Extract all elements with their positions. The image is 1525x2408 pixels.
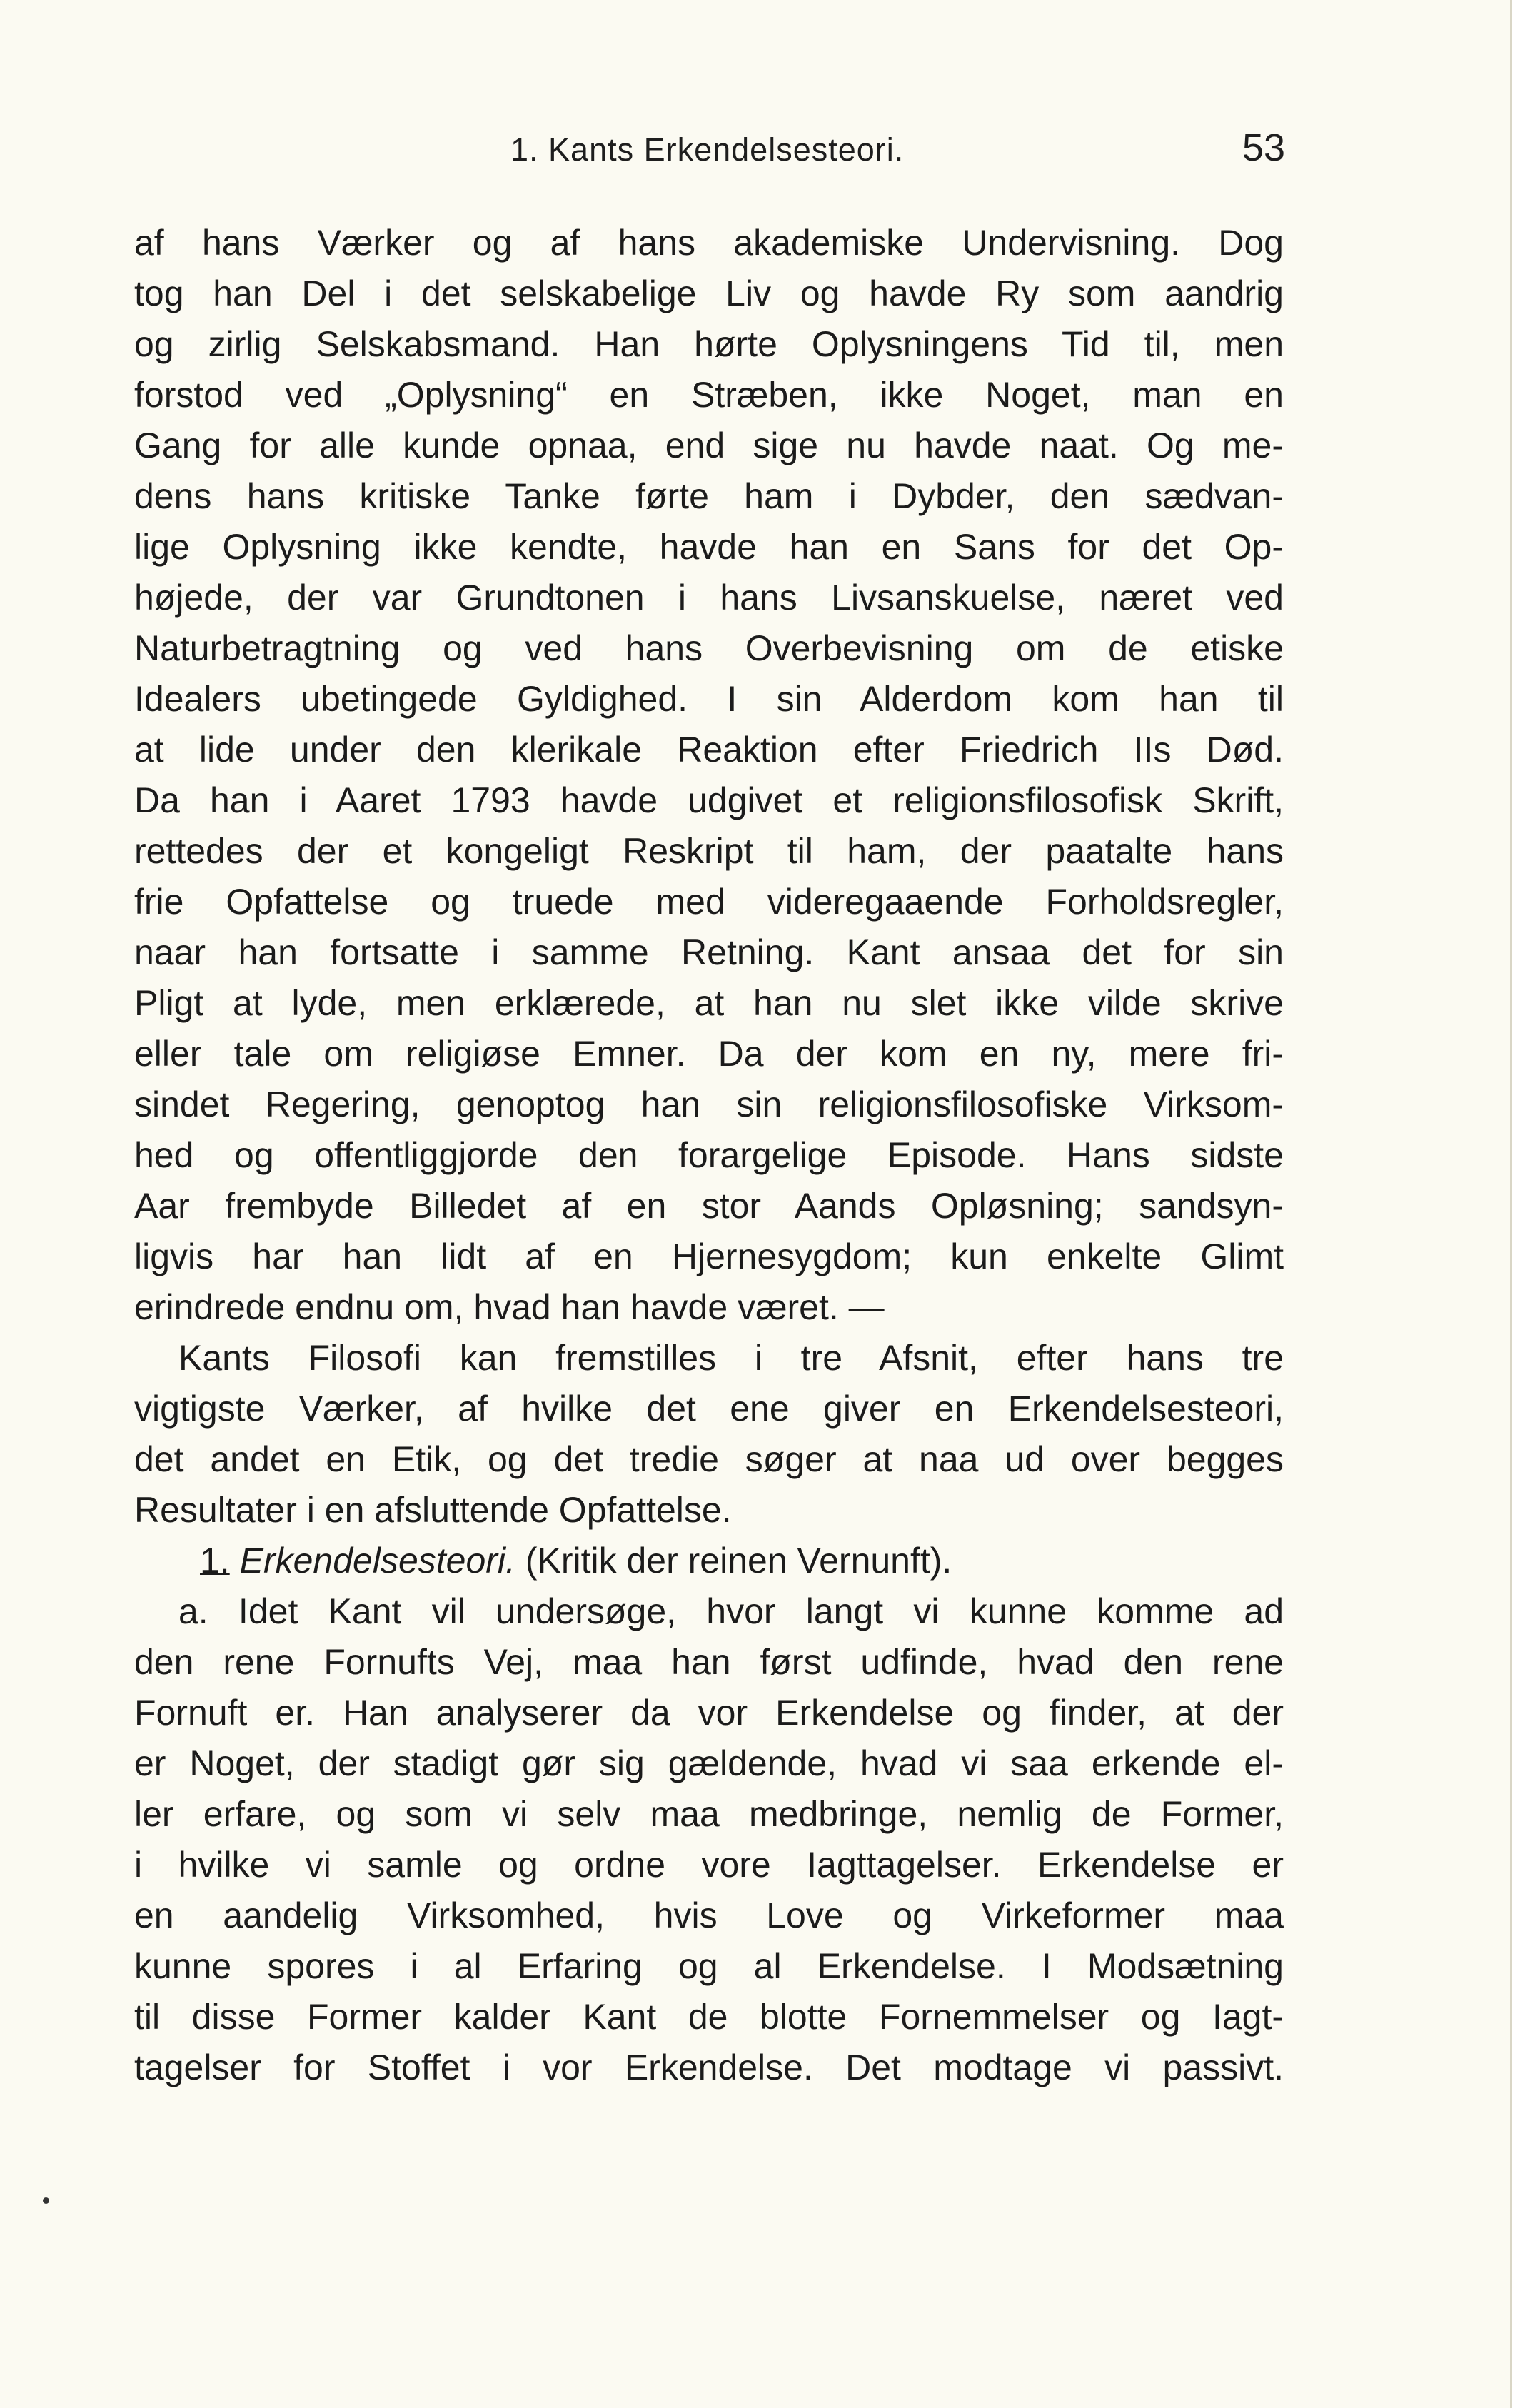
text-line: hed og offentliggjorde den forargelige Episode. Hans sidste (134, 1135, 1284, 1175)
text-line: af hans Værker og af hans akademiske Undervisning. Dog (134, 223, 1284, 263)
text-line: højede, der var Grundtonen i hans Livsanskuelse, næret ved (134, 578, 1284, 618)
text-line: Aar frembyde Billedet af en stor Aands Opløsning; sandsyn- (134, 1186, 1284, 1226)
text-line: Pligt at lyde, men erklærede, at han nu slet ikke vilde skrive (134, 983, 1284, 1023)
text-line: i hvilke vi samle og ordne vore Iagttagelser. Erkendelse er (134, 1845, 1284, 1885)
page-number: 53 (1242, 126, 1285, 169)
section-number: 1. (200, 1541, 230, 1581)
text-line: Idealers ubetingede Gyldighed. I sin Alderdom kom han til (134, 679, 1284, 719)
text-line: til disse Former kalder Kant de blotte Fornemmelser og Iagt- (134, 1997, 1284, 2037)
text-line: det andet en Etik, og det tredie søger at naa ud over begges (134, 1439, 1284, 1479)
text-line: Fornuft er. Han analyserer da vor Erkendelse og finder, at der (134, 1693, 1284, 1733)
text-line: tagelser for Stoffet i vor Erkendelse. Det modtage vi passivt. (134, 2047, 1284, 2087)
text-line: ler erfare, og som vi selv maa medbringe, nemlig de Former, (134, 1794, 1284, 1834)
text-line: Gang for alle kunde opnaa, end sige nu havde naat. Og me- (134, 425, 1284, 465)
text-line: rettedes der et kongeligt Reskript til ham, der paatalte hans (134, 831, 1284, 871)
text-line: er Noget, der stadigt gør sig gældende, hvad vi saa erkende el- (134, 1743, 1284, 1783)
text-line: a. Idet Kant vil undersøge, hvor langt vi kunne komme ad (178, 1591, 1284, 1631)
text-line: ligvis har han lidt af en Hjernesygdom; kun enkelte Glimt (134, 1236, 1284, 1276)
text-line: Da han i Aaret 1793 havde udgivet et religionsfilosofisk Skrift, (134, 780, 1284, 820)
section-title: Erkendelsesteori. (239, 1541, 515, 1581)
text-line: tog han Del i det selskabelige Liv og havde Ry som aandrig (134, 273, 1284, 313)
text-line: eller tale om religiøse Emner. Da der kom en ny, mere fri- (134, 1034, 1284, 1074)
running-head (129, 121, 1285, 186)
text-line: sindet Regering, genoptog han sin religionsfilosofiske Virksom- (134, 1084, 1284, 1124)
text-line: en aandelig Virksomhed, hvis Love og Virkeformer maa (134, 1895, 1284, 1935)
text-line: lige Oplysning ikke kendte, havde han en Sans for det Op- (134, 527, 1284, 567)
text-line: kunne spores i al Erfaring og al Erkendelse. I Modsætning (134, 1946, 1284, 1986)
body-text (134, 218, 1284, 2093)
section-heading (134, 1536, 1284, 1586)
text-line: Kants Filosofi kan fremstilles i tre Afsnit, efter hans tre (178, 1338, 1284, 1378)
text-line: vigtigste Værker, af hvilke det ene giver en Erkendelsesteori, (134, 1389, 1284, 1429)
text-line: naar han fortsatte i samme Retning. Kant ansaa det for sin (134, 932, 1284, 972)
text-line: frie Opfattelse og truede med videregaaende Forholdsregler, (134, 882, 1284, 922)
text-line: forstod ved „Oplysning“ en Stræben, ikke Noget, man en (134, 375, 1284, 415)
margin-speck (43, 2197, 49, 2204)
text-line: erindrede endnu om, hvad han havde været. — (134, 1287, 885, 1327)
text-line: Resultater i en afsluttende Opfattelse. (134, 1490, 732, 1530)
text-line: den rene Fornufts Vej, maa han først udfinde, hvad den rene (134, 1642, 1284, 1682)
text-line: Naturbetragtning og ved hans Overbevisning om de etiske (134, 628, 1284, 668)
text-line: og zirlig Selskabsmand. Han hørte Oplysningens Tid til, men (134, 324, 1284, 364)
text-line: at lide under den klerikale Reaktion efter Friedrich IIs Død. (134, 730, 1284, 770)
running-title: 1. Kants Erkendelsesteori. (510, 131, 905, 168)
section-subtitle: (Kritik der reinen Vernunft). (525, 1541, 952, 1581)
text-line: dens hans kritiske Tanke førte ham i Dybder, den sædvan- (134, 476, 1284, 516)
